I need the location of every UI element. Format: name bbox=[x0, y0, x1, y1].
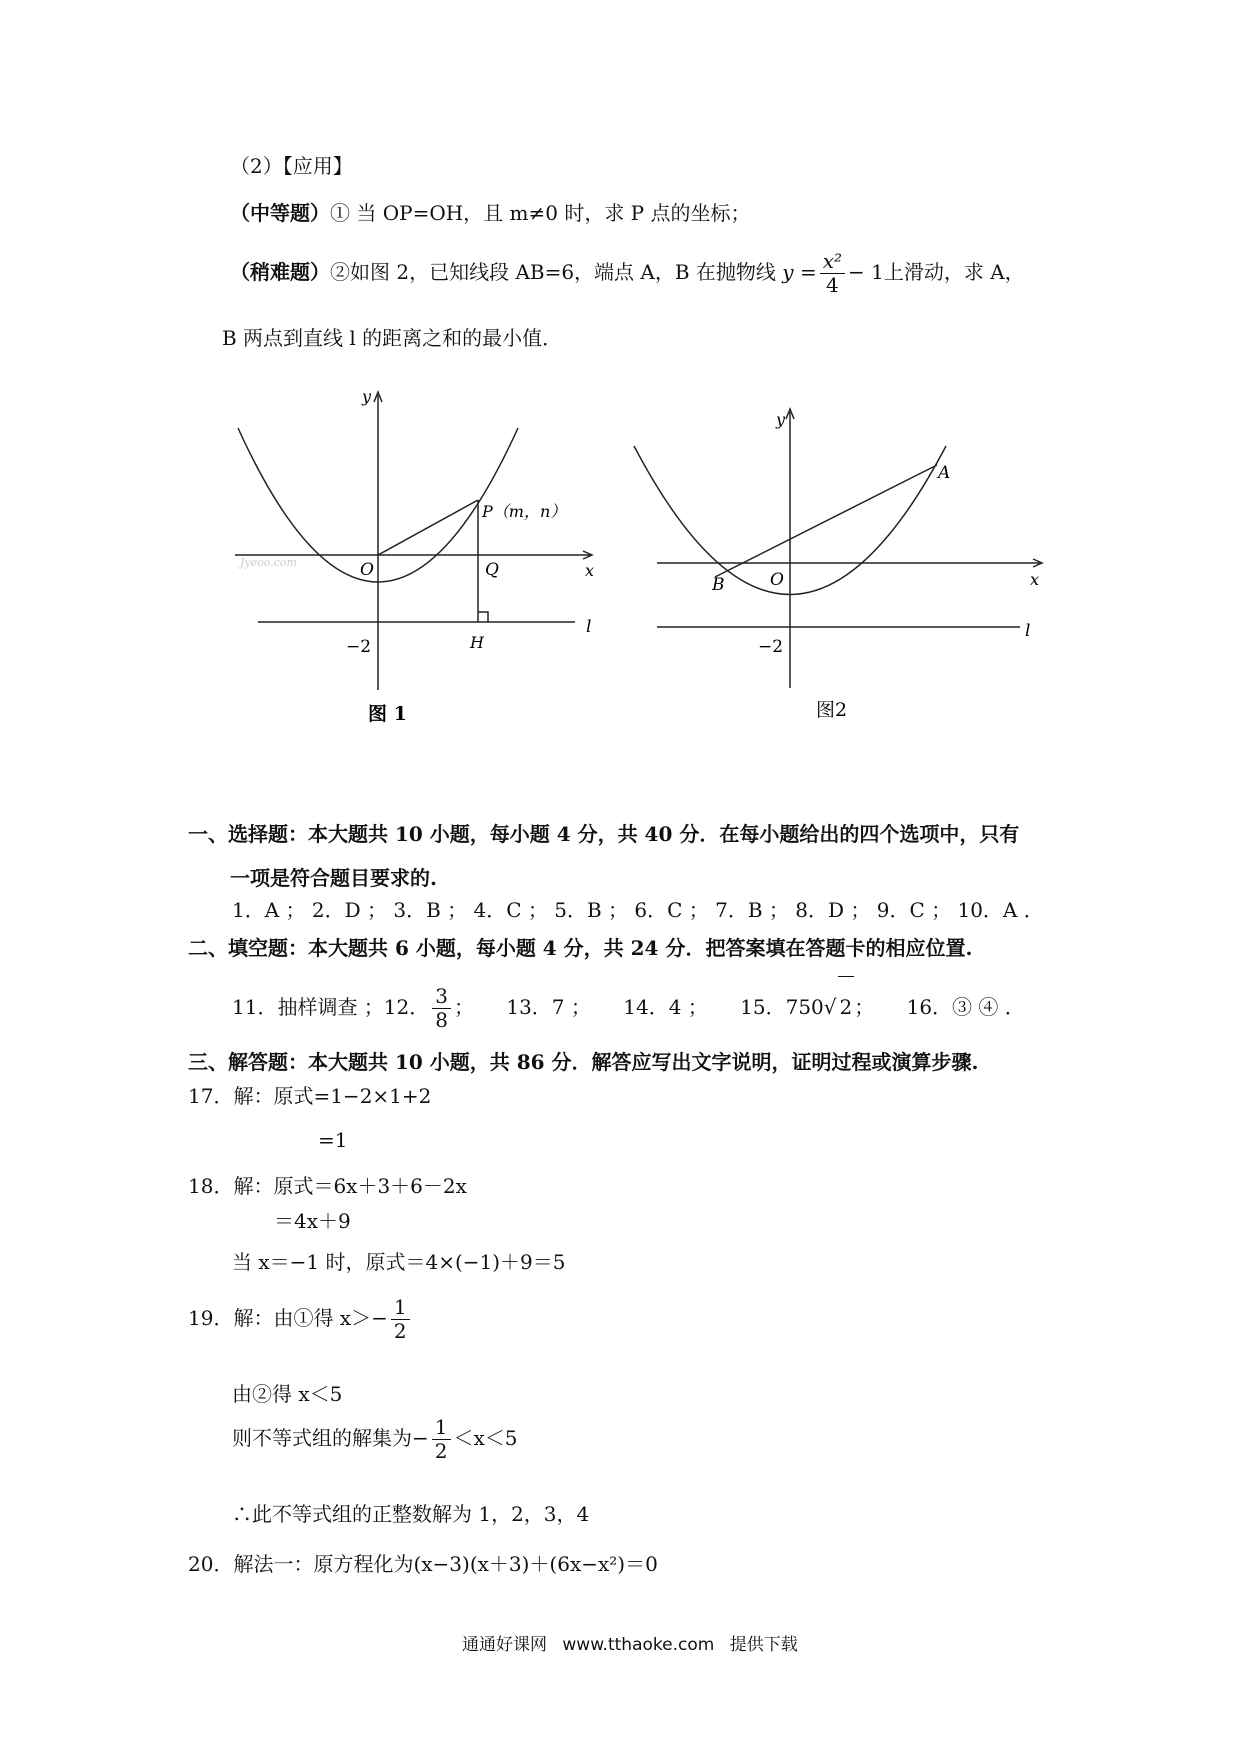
label-l: l bbox=[1025, 621, 1031, 641]
section-1-answers: 1．A ； 2．D ； 3．B ； 4．C ； 5．B ； 6．C ； 7．B ； 8．D ； 9．C ； 10．A ． bbox=[232, 898, 1044, 922]
label-y: y bbox=[776, 410, 786, 429]
separator: ； bbox=[454, 995, 474, 1019]
segment-ab bbox=[715, 465, 937, 577]
label-h: H bbox=[470, 633, 484, 652]
figure-1-caption: 图 1 bbox=[368, 703, 407, 725]
fraction-denominator: 2 bbox=[393, 1319, 407, 1343]
question-2 bbox=[230, 242, 1025, 302]
section-3-title: 三、解答题：本大题共 10 小题，共 86 分．解答应写出文字说明，证明过程或演算步骤. bbox=[188, 1050, 979, 1074]
solution-18-line3: 当 x＝−1 时，原式＝4×(−1)＋9＝5 bbox=[232, 1250, 566, 1274]
question-text: ① 当 OP=OH，且 m≠0 时，求 P 点的坐标； bbox=[330, 201, 751, 225]
answer-11-12: 11．抽样调查 ；12． bbox=[232, 995, 430, 1019]
page-footer bbox=[462, 1630, 798, 1655]
part2-heading: （2）【应用】 bbox=[230, 154, 353, 178]
solution-19-text: 则不等式组的解集为− bbox=[232, 1426, 429, 1450]
fraction-numerator: 1 bbox=[391, 1296, 410, 1320]
solution-18-line1: 18．解：原式＝6x＋3＋6－2x bbox=[188, 1174, 467, 1198]
label-a: A bbox=[938, 463, 951, 483]
figure-2 bbox=[630, 395, 1050, 725]
right-angle-mark bbox=[478, 612, 488, 622]
label-neg2: −2 bbox=[758, 637, 784, 657]
answer-15 bbox=[740, 995, 874, 1019]
label-y: y bbox=[362, 387, 372, 406]
fraction bbox=[391, 1296, 410, 1343]
question-text-tail: 上滑动，求 A， bbox=[883, 260, 1025, 284]
fraction-denominator: 4 bbox=[825, 273, 839, 297]
solution-17-line1: 17．解：原式=1−2×1+2 bbox=[188, 1084, 432, 1108]
solution-19-text: 19．解：由①得 x＞− bbox=[188, 1306, 388, 1330]
figure-2-caption: 图2 bbox=[816, 699, 848, 721]
label-p: P（m，n） bbox=[482, 502, 567, 521]
fraction-numerator: 3 bbox=[432, 985, 451, 1009]
footer-site: 通通好课网 bbox=[462, 1635, 547, 1655]
answer-15-prefix: 15．750 bbox=[740, 995, 824, 1019]
section-1-title-cont: 一项是符合题目要求的. bbox=[230, 866, 437, 890]
label-x: x bbox=[1030, 570, 1040, 589]
solution-18-line2: ＝4x＋9 bbox=[274, 1209, 351, 1233]
question-text: ②如图 2，已知线段 AB=6，端点 A，B 在抛物线 bbox=[330, 260, 776, 284]
formula-minus: − 1 bbox=[848, 260, 884, 284]
solution-17-line2: =1 bbox=[318, 1128, 348, 1152]
question-1 bbox=[230, 197, 751, 226]
figure-1 bbox=[225, 380, 605, 730]
label-l: l bbox=[586, 617, 592, 637]
solution-19-line4: ∴此不等式组的正整数解为 1，2，3，4 bbox=[232, 1502, 590, 1526]
label-x: x bbox=[585, 561, 595, 580]
solution-19-line3 bbox=[232, 1408, 518, 1468]
section-1-title: 一、选择题：本大题共 10 小题，每小题 4 分，共 40 分．在每小题给出的四个选项中，只有 bbox=[188, 822, 1020, 846]
difficulty-tag: （中等题） bbox=[230, 201, 330, 225]
solution-19-line1 bbox=[188, 1288, 413, 1348]
label-o: O bbox=[770, 570, 784, 590]
answer-13: 13．7 ； bbox=[506, 995, 591, 1019]
solution-19-line2: 由②得 x＜5 bbox=[232, 1382, 343, 1406]
segment-op bbox=[378, 500, 478, 555]
question-2-line2: B 两点到直线 l 的距离之和的最小值． bbox=[222, 326, 563, 350]
fraction-numerator: 1 bbox=[432, 1416, 451, 1440]
sqrt-radicand: 2 bbox=[838, 976, 855, 1037]
label-q: Q bbox=[485, 560, 499, 580]
answer-15-suffix: ； bbox=[854, 995, 875, 1019]
label-b: B bbox=[712, 575, 725, 595]
sqrt-sign: √ bbox=[823, 995, 837, 1019]
difficulty-tag: （稍难题） bbox=[230, 260, 330, 284]
answer-16: 16．③ ④ ． bbox=[906, 995, 1025, 1019]
section-2-answers bbox=[232, 976, 1025, 1037]
solution-19-text-tail: ＜x＜5 bbox=[453, 1426, 518, 1450]
solution-20-line1: 20．解法一：原方程化为(x−3)(x＋3)＋(6x−x²)＝0 bbox=[188, 1552, 658, 1576]
watermark: Jyeoo.com bbox=[240, 556, 297, 569]
fraction-numerator: x² bbox=[820, 250, 845, 274]
footer-suffix: 提供下载 bbox=[729, 1635, 798, 1655]
fraction-denominator: 2 bbox=[434, 1439, 448, 1463]
section-2-title: 二、填空题：本大题共 6 小题，每小题 4 分，共 24 分．把答案填在答题卡的相应位置. bbox=[188, 936, 973, 960]
footer-url[interactable]: www.tthaoke.com bbox=[562, 1635, 715, 1655]
fraction-denominator: 8 bbox=[435, 1008, 448, 1032]
formula-fraction bbox=[820, 250, 845, 297]
fraction bbox=[432, 1416, 451, 1463]
formula-y: y = bbox=[782, 260, 817, 284]
answer-14: 14．4 ； bbox=[623, 995, 708, 1019]
label-neg2: −2 bbox=[346, 637, 372, 657]
answer-12-fraction bbox=[432, 985, 451, 1032]
label-o: O bbox=[360, 560, 374, 580]
